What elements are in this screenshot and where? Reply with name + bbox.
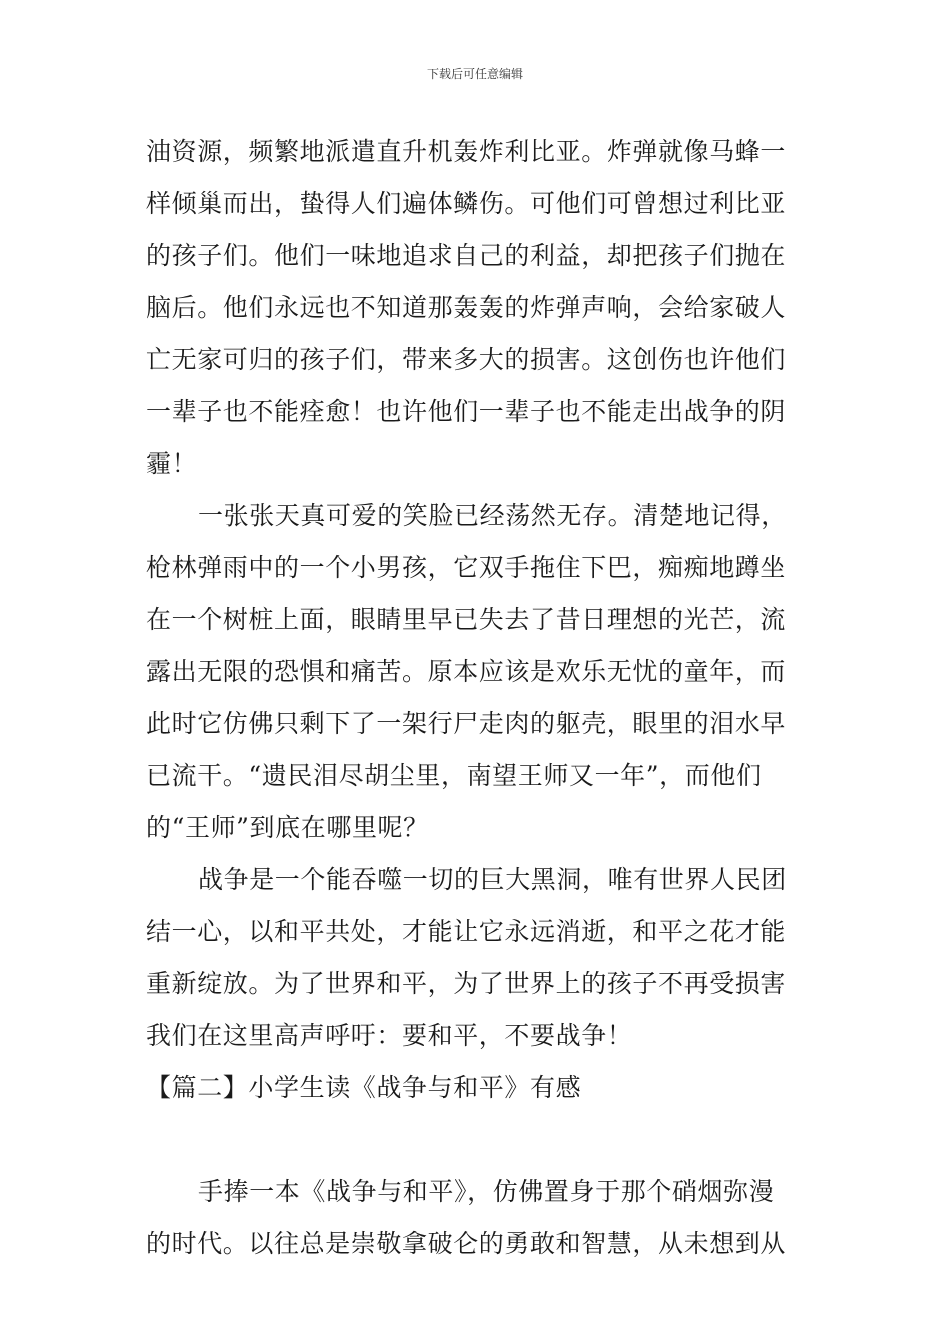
- text-line: 已流干。“遗民泪尽胡尘里，南望王师又一年”，而他们: [146, 761, 762, 790]
- text-line: 我们在这里高声呼吁：要和平，不要战争！: [146, 1021, 633, 1050]
- text-line: 战争是一个能吞噬一切的巨大黑洞，唯有世界人民团: [198, 865, 787, 894]
- text-line: 在一个树桩上面，眼睛里早已失去了昔日理想的光芒，流: [146, 605, 787, 634]
- text-line: 一张张天真可爱的笑脸已经荡然无存。清楚地记得，: [198, 501, 787, 530]
- text-line: 的孩子们。他们一味地追求自己的利益，却把孩子们抛在: [146, 241, 787, 270]
- text-line: 此时它仿佛只剩下了一架行尸走肉的躯壳，眼里的泪水早: [146, 709, 787, 738]
- section-heading: 【篇二】小学生读《战争与和平》有感: [146, 1073, 582, 1102]
- text-line: 的时代。以往总是崇敬拿破仑的勇敢和智慧，从未想到从: [146, 1229, 787, 1258]
- text-line: 油资源，频繁地派遣直升机轰炸利比亚。炸弹就像马蜂一: [146, 137, 787, 166]
- text-line: 脑后。他们永远也不知道那轰轰的炸弹声响，会给家破人: [146, 293, 787, 322]
- text-line: 霾！: [146, 449, 198, 478]
- text-line: 一辈子也不能痊愈！也许他们一辈子也不能走出战争的阴: [146, 397, 787, 426]
- paragraph-3: [146, 854, 814, 1062]
- page-header: 下载后可任意编辑: [426, 67, 523, 81]
- text-line: 露出无限的恐惧和痛苦。原本应该是欢乐无忧的童年，而: [146, 657, 787, 686]
- document-body: [146, 126, 814, 1270]
- text-line: 的“王师”到底在哪里呢？: [146, 813, 429, 842]
- text-line: 枪林弹雨中的一个小男孩，它双手拖住下巴，痴痴地蹲坐: [146, 553, 787, 582]
- text-line: 样倾巢而出，蛰得人们遍体鳞伤。可他们可曾想过利比亚: [146, 189, 787, 218]
- text-line: 重新绽放。为了世界和平，为了世界上的孩子不再受损害: [146, 969, 787, 998]
- blank-line: [146, 1114, 814, 1166]
- paragraph-4: [146, 1166, 814, 1270]
- text-line: 亡无家可归的孩子们，带来多大的损害。这创伤也许他们: [146, 345, 787, 374]
- paragraph-1: [146, 126, 814, 490]
- text-line: 结一心，以和平共处，才能让它永远消逝，和平之花才能: [146, 917, 787, 946]
- paragraph-2: [146, 490, 814, 854]
- text-line: 手捧一本《战争与和平》，仿佛置身于那个硝烟弥漫: [198, 1177, 775, 1206]
